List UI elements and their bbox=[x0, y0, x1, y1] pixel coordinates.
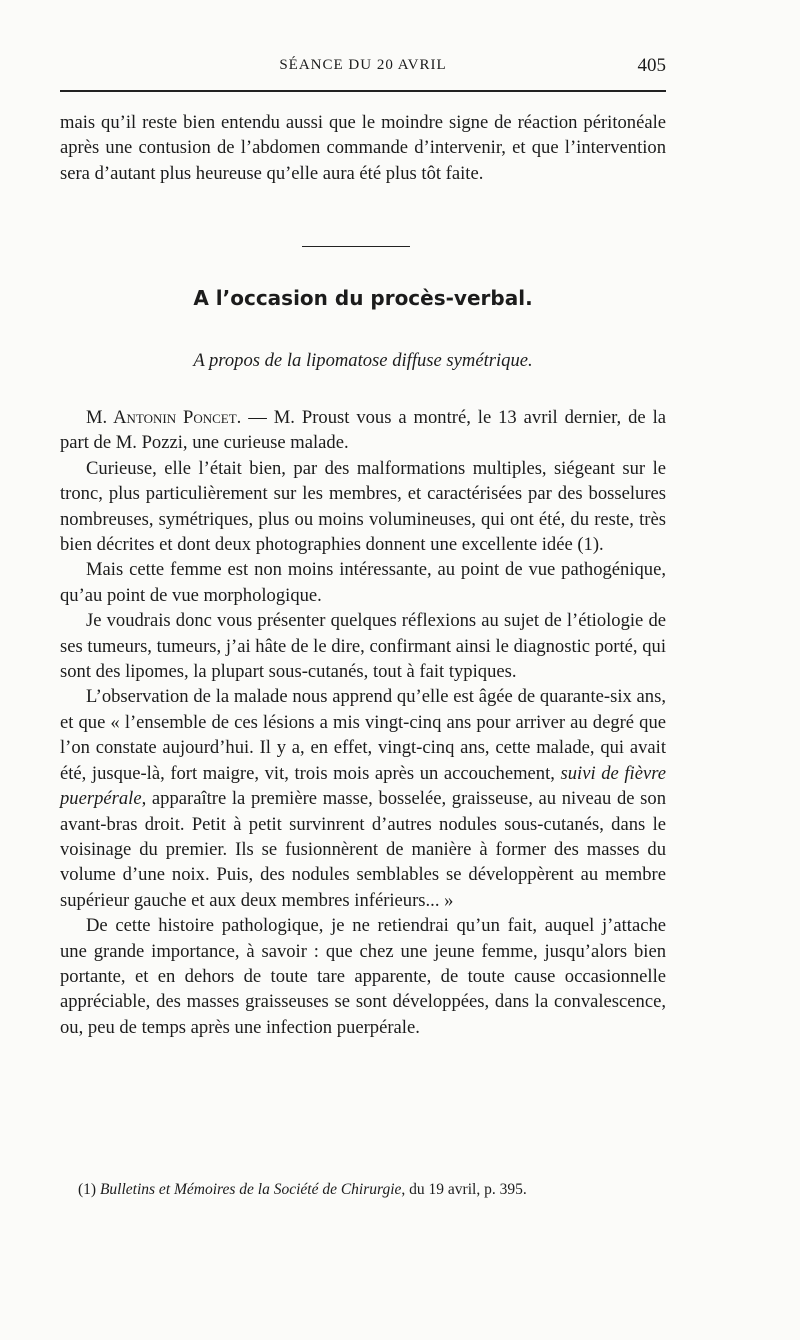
running-title: SÉANCE DU 20 AVRIL bbox=[279, 57, 447, 73]
footnote-citation-title: Bulletins et Mémoires de la Société de Chirurgie bbox=[99, 1181, 402, 1198]
emphasis-text: suivi de fièvre puerpérale bbox=[60, 762, 666, 810]
lead-paragraph-block bbox=[60, 110, 666, 186]
main-text bbox=[60, 405, 666, 1040]
header-rule bbox=[60, 90, 666, 92]
footnote-marker: (1) bbox=[78, 1181, 100, 1198]
paragraph-text: — M. Proust vous a montré, le 13 avril dernier, de la part de M. Pozzi, une curieuse malade. bbox=[60, 407, 666, 454]
footnote bbox=[78, 1181, 668, 1199]
paragraph: De cette histoire pathologique, je ne retiendrai qu’un fait, auquel j’attache une grande importance, à savoir : que chez une jeune femme, jusqu’alors bien portante, et en dehors de toute tare apparente, de toute cause occasionnelle appréciable, des masses graisseuses se sont développées, dans la convalescence, ou, peu de temps après une infection puerpérale. bbox=[60, 915, 666, 1038]
paragraph bbox=[60, 684, 666, 913]
section-subtitle: A propos de la lipomatose diffuse symétrique. bbox=[193, 350, 533, 371]
paragraph-text: , apparaître la première masse, bosselée, graisseuse, au niveau de son avant-bras droit. Petit à petit survinrent d’autres nodules sous-cutanés, dans le voisinage du premier. Ils se fusionnèrent de manière à former des masses du volume d’une noix. Puis, des nodules semblables se développèrent au membre supérieur gauche et aux deux membres inférieurs... » bbox=[60, 788, 666, 911]
running-head bbox=[60, 55, 666, 79]
paragraph bbox=[60, 405, 666, 456]
page-number: 405 bbox=[637, 55, 666, 76]
section-title: A l’occasion du procès-verbal. bbox=[193, 286, 533, 310]
paragraph: Curieuse, elle l’était bien, par des malformations multiples, siégeant sur le tronc, plus particulièrement sur les membres, et caractérisées par des bosselures nombreuses, symétriques, plus ou moins volumineuses, qui ont été, du reste, très bien décrites et dont deux photographies donnent une excellente idée (1). bbox=[60, 457, 666, 556]
footnote-citation-details: , du 19 avril, p. 395. bbox=[401, 1181, 527, 1198]
speaker-name: M. Antonin Poncet. bbox=[86, 407, 242, 428]
paragraph: Mais cette femme est non moins intéressante, au point de vue pathogénique, qu’au point de vue morphologique. bbox=[60, 559, 666, 606]
paragraph: Je voudrais donc vous présenter quelques réflexions au sujet de l’étiologie de ses tumeurs, tumeurs, j’ai hâte de le dire, confirmant ainsi le diagnostic porté, qui sont des lipomes, la plupart sous-cutanés, tout à fait typiques. bbox=[60, 610, 666, 683]
paragraph-text: L’observation de la malade nous apprend qu’elle est âgée de quarante-six ans, et que « l’ensemble de ces lésions a mis vingt-cinq ans pour arriver au degré que l’on constate aujourd’hui. Il y a, en effet, vingt-cinq ans, cette malade, qui avait été, jusque-là, fort maigre, vit, trois mois après un accouchement, bbox=[60, 686, 666, 784]
section-divider bbox=[302, 246, 410, 247]
lead-paragraph: mais qu’il reste bien entendu aussi que le moindre signe de réaction péritonéale après une contusion de l’abdomen commande d’intervenir, et que l’intervention sera d’autant plus heureuse qu’elle aura été plus tôt faite. bbox=[60, 112, 666, 184]
